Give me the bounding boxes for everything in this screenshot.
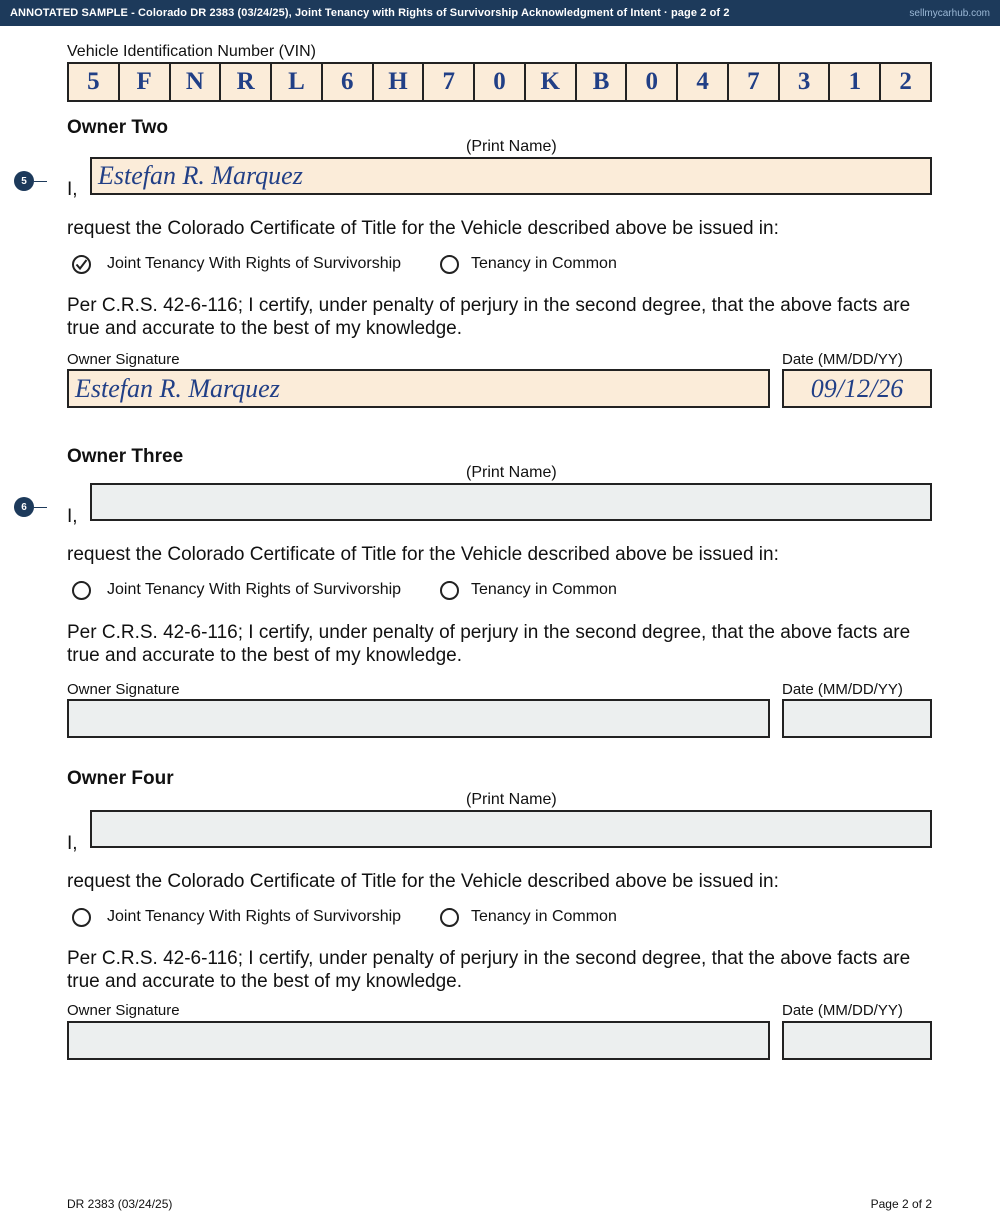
vin-char: 0 [475, 64, 526, 100]
owner-three-date-label: Date (MM/DD/YY) [782, 681, 903, 698]
vin-char: 3 [780, 64, 831, 100]
annotation-marker-line [34, 181, 47, 182]
vin-char: 2 [899, 68, 912, 95]
owner-four-print-name-label: (Print Name) [466, 791, 557, 808]
owner-four-joint-label: Joint Tenancy With Rights of Survivorship [107, 908, 402, 925]
vin-char: H [374, 64, 425, 100]
owner-four-request-text: request the Colorado Certificate of Title for the Vehicle described above be issued in: [67, 871, 779, 892]
owner-two-signature-value: Estefan R. Marquez [75, 373, 280, 403]
vin-label: Vehicle Identification Number (VIN) [67, 43, 316, 60]
vin-char: L [272, 64, 323, 100]
owner-four-certify-text: Per C.R.S. 42-6-116; I certify, under penalty of perjury in the second degree, that the above facts are true and accurate to the best of my knowledge. [67, 948, 911, 992]
owner-two-print-name-value: Estefan R. Marquez [98, 161, 303, 190]
owner-three-print-name-label: (Print Name) [466, 464, 557, 481]
vin-char: N [171, 64, 222, 100]
owner-four-signature-label: Owner Signature [67, 1002, 180, 1019]
vin-char: 7 [729, 64, 780, 100]
vin-char: K [526, 64, 577, 100]
document-header-bar [0, 0, 1000, 26]
owner-two-request-text: request the Colorado Certificate of Title for the Vehicle described above be issued in: [67, 218, 779, 239]
vin-char: F [120, 64, 171, 100]
vin-char: 0 [627, 64, 678, 100]
owner-three-request-text: request the Colorado Certificate of Title for the Vehicle described above be issued in: [67, 544, 779, 565]
owner-four-print-name-field[interactable] [90, 810, 932, 848]
checkmark-icon [75, 258, 88, 271]
owner-four-common-label: Tenancy in Common [471, 908, 617, 925]
owner-four-i-label: I, [67, 833, 78, 854]
owner-two-print-name-label: (Print Name) [466, 138, 557, 155]
owner-two-joint-label: Joint Tenancy With Rights of Survivorship [107, 255, 402, 272]
footer-form-id: DR 2383 (03/24/25) [67, 1197, 173, 1211]
owner-two-certify-text: Per C.R.S. 42-6-116; I certify, under penalty of perjury in the second degree, that the above facts are true and accurate to the best of my knowledge. [67, 295, 911, 339]
owner-two-date-field[interactable] [782, 369, 932, 408]
document-title: ANNOTATED SAMPLE - Colorado DR 2383 (03/24/25), Joint Tenancy with Rights of Survivorship Acknowledgment of Intent · page 2 of 2 [10, 7, 730, 19]
owner-two-signature-field[interactable] [67, 369, 770, 408]
owner-three-signature-label: Owner Signature [67, 681, 180, 698]
owner-four-joint-radio[interactable] [72, 908, 91, 927]
owner-three-signature-field[interactable] [67, 699, 770, 738]
owner-three-date-field[interactable] [782, 699, 932, 738]
annotation-marker-6: 6 [14, 497, 34, 517]
site-link[interactable]: sellmycarhub.com [909, 7, 990, 19]
owner-two-common-label: Tenancy in Common [471, 255, 617, 272]
owner-three-joint-radio[interactable] [72, 581, 91, 600]
owner-four-common-radio[interactable] [440, 908, 459, 927]
owner-four-heading: Owner Four [67, 768, 174, 789]
owner-three-certify-text: Per C.R.S. 42-6-116; I certify, under penalty of perjury in the second degree, that the above facts are true and accurate to the best of my knowledge. [67, 622, 911, 666]
owner-three-common-radio[interactable] [440, 581, 459, 600]
vin-char: 4 [678, 64, 729, 100]
owner-two-heading: Owner Two [67, 117, 168, 138]
owner-three-heading: Owner Three [67, 446, 184, 467]
owner-four-signature-field[interactable] [67, 1021, 770, 1060]
owner-two-print-name-field[interactable] [90, 157, 932, 195]
owner-two-joint-radio[interactable] [72, 255, 91, 274]
owner-three-joint-label: Joint Tenancy With Rights of Survivorship [107, 581, 402, 598]
owner-two-date-value: 09/12/26 [810, 373, 904, 403]
annotation-marker-line [34, 507, 47, 508]
owner-two-date-label: Date (MM/DD/YY) [782, 351, 903, 368]
vin-char: 5 [69, 64, 120, 100]
owner-four-date-label: Date (MM/DD/YY) [782, 1002, 903, 1019]
footer-page-number: Page 2 of 2 [870, 1197, 932, 1211]
owner-four-date-field[interactable] [782, 1021, 932, 1060]
owner-two-i-label: I, [67, 179, 78, 200]
owner-two-signature-label: Owner Signature [67, 351, 180, 368]
vin-char: 7 [424, 64, 475, 100]
owner-three-i-label: I, [67, 506, 78, 527]
vin-char: 6 [323, 64, 374, 100]
owner-three-common-label: Tenancy in Common [471, 581, 617, 598]
vin-field[interactable] [67, 62, 932, 102]
vin-char: 1 [830, 64, 881, 100]
owner-two-common-radio[interactable] [440, 255, 459, 274]
annotation-marker-5: 5 [14, 171, 34, 191]
vin-char: B [577, 64, 628, 100]
owner-three-print-name-field[interactable] [90, 483, 932, 521]
vin-char: R [221, 64, 272, 100]
